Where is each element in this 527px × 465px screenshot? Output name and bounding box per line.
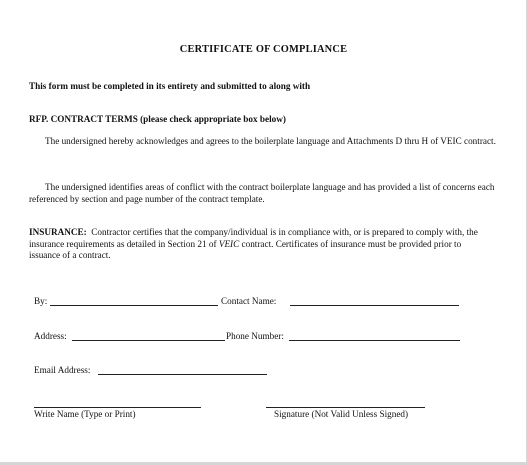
contact-name-label: Contact Name: (221, 296, 277, 306)
contract-terms-line (29, 114, 286, 125)
signature-label: Signature (Not Valid Unless Signed) (274, 409, 409, 419)
insurance-paragraph (29, 227, 491, 262)
acknowledge-paragraph (29, 136, 509, 148)
write-name-label: Write Name (Type or Print) (34, 409, 136, 419)
signature-field[interactable] (266, 407, 425, 408)
email-field[interactable] (98, 374, 267, 375)
write-name-field[interactable] (34, 407, 201, 408)
contract-terms-note: (please check appropriate box below) (140, 114, 286, 124)
phone-label: Phone Number: (226, 331, 284, 341)
insurance-text-a: Contractor certifies that the company/individual is in compliance with, or is prepared to comply with, the insurance requirements as detailed in Section 21 of (29, 227, 478, 249)
insurance-text-em: VEIC (218, 238, 240, 249)
by-field[interactable] (50, 305, 218, 306)
conflict-text: The undersigned identifies areas of conflict with the contract boilerplate language and has provided a list of concerns each referenced by section and page number of the contract template. (29, 182, 495, 204)
by-label: By: (34, 296, 48, 306)
insurance-label: INSURANCE: (29, 227, 87, 237)
contract-terms-heading: RFP. CONTRACT TERMS (29, 114, 138, 124)
document-title: CERTIFICATE OF COMPLIANCE (179, 44, 348, 55)
instruction-text: This form must be completed in its entirety and submitted to along with (29, 81, 311, 91)
email-label: Email Address: (34, 365, 91, 375)
conflict-paragraph (29, 182, 499, 205)
contact-name-field[interactable] (290, 305, 459, 306)
address-field[interactable] (72, 340, 225, 341)
phone-field[interactable] (289, 340, 460, 341)
acknowledge-text: The undersigned hereby acknowledges and agrees to the boilerplate language and Attachments D thru H of VEIC contract. (45, 136, 496, 146)
address-label: Address: (34, 331, 67, 341)
insurance-text-b: contract. Certificates of insurance must be provided prior to issuance of a contract. (29, 238, 462, 261)
